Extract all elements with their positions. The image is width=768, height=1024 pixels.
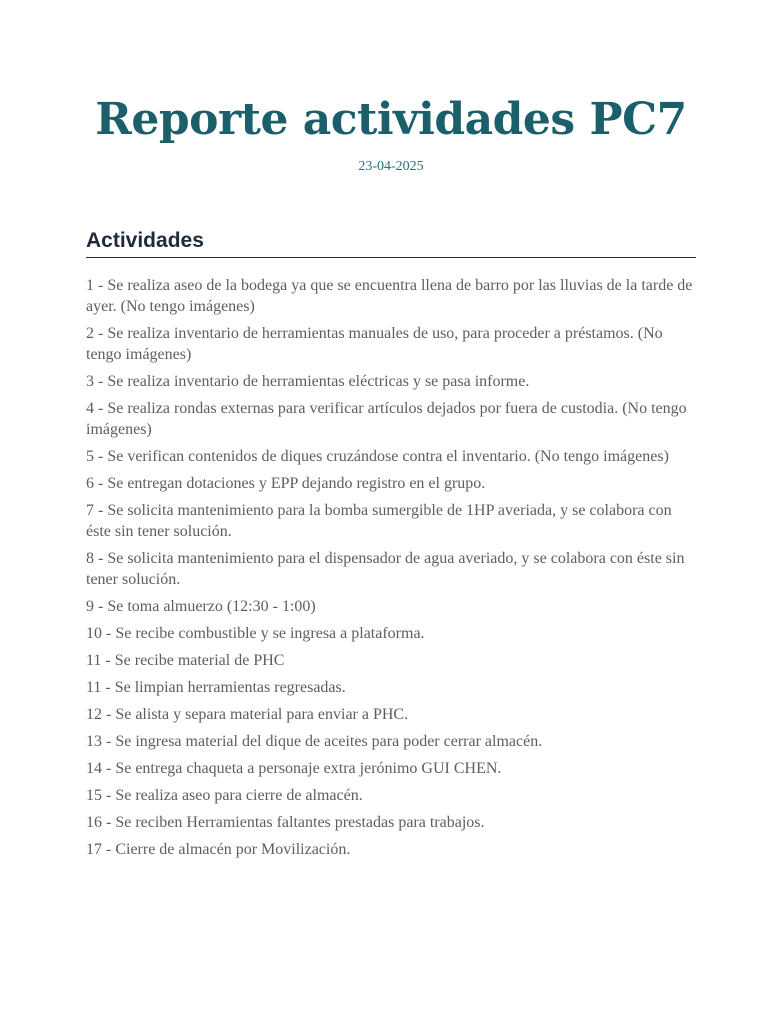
activity-item: 12 - Se alista y separa material para enviar a PHC.	[86, 706, 409, 724]
activity-item: 9 - Se toma almuerzo (12:30 - 1:00)	[86, 598, 316, 616]
section-heading-activities: Actividades	[86, 228, 696, 258]
activity-item: 5 - Se verifican contenidos de diques cruzándose contra el inventario. (No tengo imágenes)	[86, 448, 669, 466]
activity-item: 6 - Se entregan dotaciones y EPP dejando registro en el grupo.	[86, 475, 486, 493]
activity-list	[86, 275, 696, 860]
activity-item: 7 - Se solicita mantenimiento para la bomba sumergible de 1HP averiada, y se colabora con éste sin tener solución.	[86, 502, 672, 541]
activity-item: 8 - Se solicita mantenimiento para el dispensador de agua averiado, y se colabora con éste sin tener solución.	[86, 550, 685, 589]
activity-item: 2 - Se realiza inventario de herramientas manuales de uso, para proceder a préstamos. (No tengo imágenes)	[86, 325, 663, 364]
activity-item: 10 - Se recibe combustible y se ingresa a plataforma.	[86, 625, 425, 643]
activity-item: 16 - Se reciben Herramientas faltantes prestadas para trabajos.	[86, 814, 485, 832]
page-title: Reporte actividades PC7	[95, 94, 687, 145]
activity-item: 11 - Se recibe material de PHC	[86, 652, 285, 670]
activity-item: 14 - Se entrega chaqueta a personaje extra jerónimo GUI CHEN.	[86, 760, 502, 778]
activity-item: 15 - Se realiza aseo para cierre de almacén.	[86, 787, 363, 805]
activity-item: 1 - Se realiza aseo de la bodega ya que se encuentra llena de barro por las lluvias de la tarde de ayer. (No tengo imágenes)	[86, 277, 693, 316]
report-date: 23-04-2025	[358, 159, 424, 174]
activity-item: 4 - Se realiza rondas externas para verificar artículos dejados por fuera de custodia. (No tengo imágenes)	[86, 400, 687, 439]
activity-item: 13 - Se ingresa material del dique de aceites para poder cerrar almacén.	[86, 733, 543, 751]
activity-item: 17 - Cierre de almacén por Movilización.	[86, 841, 351, 859]
activity-item: 3 - Se realiza inventario de herramientas eléctricas y se pasa informe.	[86, 373, 530, 391]
activity-item: 11 - Se limpian herramientas regresadas.	[86, 679, 346, 697]
